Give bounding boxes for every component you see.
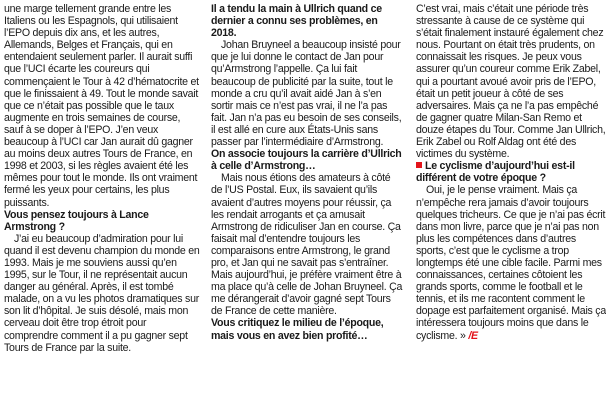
paragraph-text: Oui, je le pense vraiment. Mais ça n’empêche rera jamais d’avoir toujours quelques tricheurs. Ce que je n’ai pas écrit dans mon livre, parce que je n’ai pas non plus les compétences dans d’autres sports, c’est que le cyclisme a trop longtemps été une cible facile. Parmi mes connaissances, certaines côtoient les grands sports, comme le football et le tennis, et ils me racontent comment le dopage est parfaitement organisé. Mais ça intéressera toujours moins que dans le cyclisme. » — [416, 184, 606, 342]
interview-answer — [416, 3, 606, 160]
paragraph-text: Mais nous étions des amateurs à côté de l’US Postal. Eux, ils savaient qu’ils avaient d’autres moyens pour réussir, ça les rendait arrogants et ça amusait Armstrong de ridiculiser Jan en course. Ça faisait mal d’entendre toujours les comparaisons entre Armstrong, le grand pro, et Jan qui ne savait pas s’entraîner. Mais aujourd’hui, je préfère vraiment être à ma place qu’à celle de Johan Bruyneel. Ça me dérangerait d’avoir gagné sept Tours de France de cette manière. — [211, 172, 403, 318]
paragraph-text: Vous critiquez le milieu de l’époque, mais vous en avez bien profité… — [211, 317, 384, 342]
interview-answer — [211, 39, 404, 148]
paragraph-text: J’ai eu beaucoup d’admiration pour lui quand il est devenu champion du monde en 1993. Mais je me souviens aussi qu’en 1995, sur le Tour, il ne représentait aucun danger au général. Après, il est tombé malade, on a vu les photos dramatiques sur son lit d’hôpital. Je suis désolé, mais mon cerveau doit être trop étroit pour comprendre comment il a pu gagner sept Tours de France par la suite. — [4, 232, 200, 354]
end-mark-logo: /E — [468, 329, 478, 342]
paragraph-text: Johan Bruyneel a beaucoup insisté pour que je lui donne le contact de Jan pour qu’Armstrong l’appelle. Ça lui fait beaucoup de publicité par la suite, tout le monde a cru qu’il avait aidé Jan à s’en sortir mais ce n’est pas vrai, il ne l’a pas fait. Jan n’a pas eu besoin de ses conseils, il est allé en cure aux États-Unis sans passer par l’intermédiaire d’Armstrong. — [211, 39, 402, 149]
interview-answer — [211, 172, 404, 317]
paragraph-text: Vous pensez toujours à Lance Armstrong ? — [4, 208, 149, 233]
interview-question — [211, 148, 404, 172]
paragraph-text: C’est vrai, mais c’était une période très stressante à cause de ce système qui s’était finalement instauré également chez nous. Pourtant on était très prudents, on connaissait les risques. Je peux vous assurer qu’un coureur comme Erik Zabel, qui a pourtant avoué avoir pris de l’EPO, était un petit joueur à côté de ses adversaires. Mais ça ne l’a pas empêché de gagner quatre Milan-San Remo et douze étapes du Tour. Comme Jan Ullrich, Erik Zabel ou Rolf Aldag ont été des victimes du système. — [416, 3, 606, 161]
interview-question — [4, 209, 200, 233]
article-column-3 — [416, 3, 606, 342]
paragraph-text: Le cyclisme d’aujourd’hui est-il différent de votre époque ? — [416, 160, 575, 185]
article-column-2 — [211, 3, 404, 342]
paragraph-text: On associe toujours la carrière d’Ullrich à celle d’Armstrong… — [211, 148, 402, 173]
interview-answer — [4, 3, 200, 209]
interview-answer — [4, 233, 200, 354]
paragraph-text: Il a tendu la main à Ullrich quand ce dernier a connu ses problèmes, en 2018. — [211, 3, 382, 40]
interview-answer — [416, 184, 606, 341]
interview-question — [416, 160, 606, 184]
paragraph-text: une marge tellement grande entre les Italiens ou les Espagnols, qui utilisaient l’EPO depuis dix ans, et les autres, Allemands, Belges et Français, qui en entendaient seulement parler. Il aurait suffi que l’UCI écarte les coureurs qui commençaient le Tour à 42 d’hématocrite et que le finissaient à 49. Tout le monde savait que ce n’était pas possible que le taux augmente en trois semaines de course, sauf à se doper à l’EPO. J’en veux beaucoup à l’UCI car Jan aurait dû gagner au moins deux autres Tours de France, en 1998 et 2003, si les règles avaient été les mêmes pour tout le monde. Ils ont vraiment fermé les yeux pour certains, les plus puissants. — [4, 3, 199, 209]
interview-question — [211, 317, 404, 341]
article-column-1 — [4, 3, 200, 354]
square-bullet-icon — [416, 162, 422, 168]
interview-question — [211, 3, 404, 39]
